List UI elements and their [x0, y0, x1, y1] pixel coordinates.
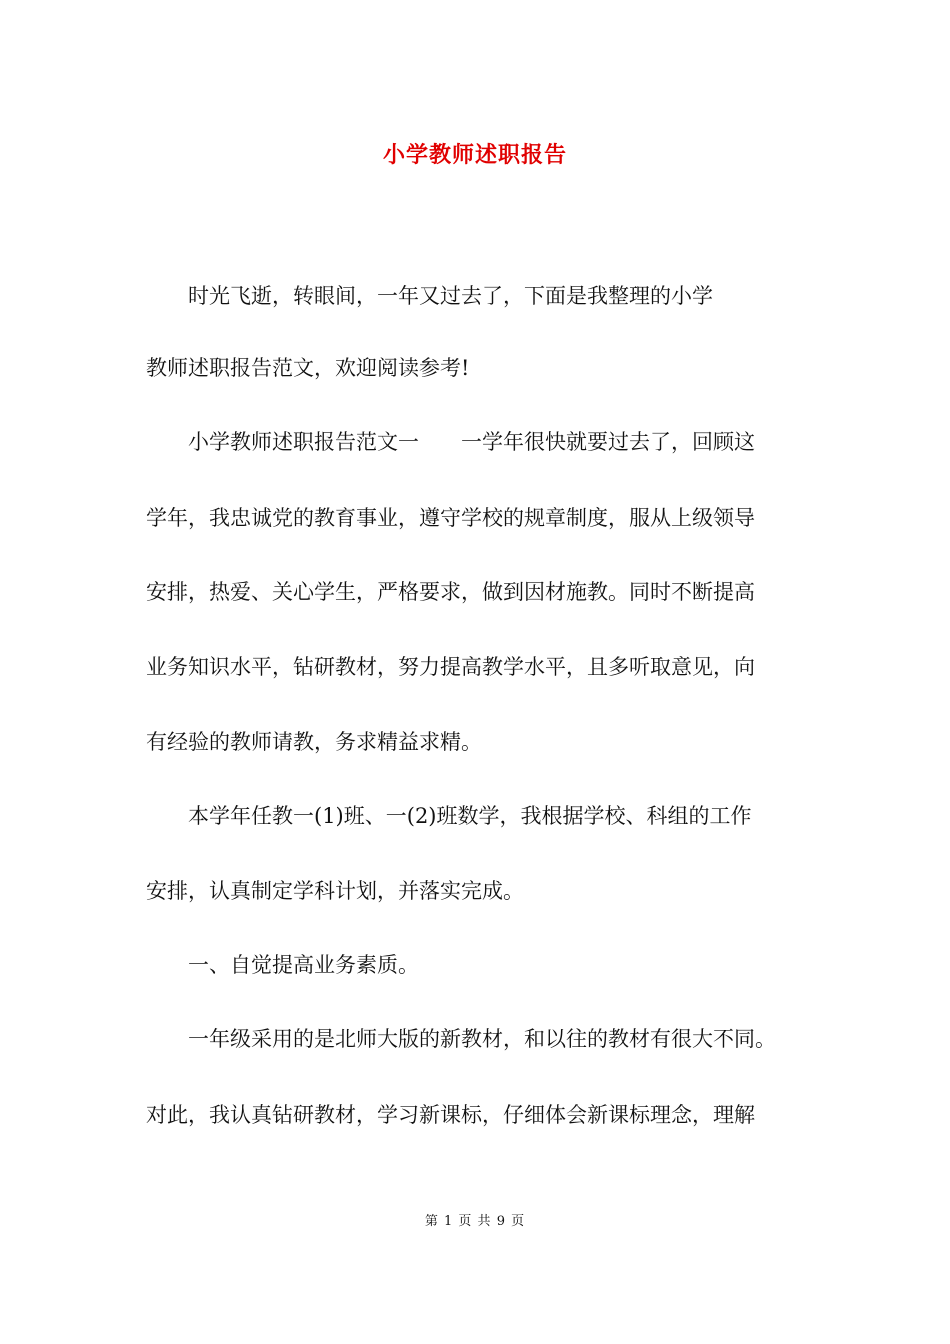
paragraph-line: 业务知识水平，钻研教材，努力提高教学水平，且多听取意见，向	[146, 655, 755, 679]
paragraph-line: 小学教师述职报告范文一 一学年很快就要过去了，回顾这	[146, 430, 755, 454]
paragraph-line: 本学年任教一(1)班、一(2)班数学，我根据学校、科组的工作	[146, 804, 752, 828]
paragraph-line: 有经验的教师请教，务求精益求精。	[146, 730, 482, 754]
paragraph-line: 安排，认真制定学科计划，并落实完成。	[146, 879, 524, 903]
paragraph-line: 教师述职报告范文，欢迎阅读参考!	[146, 356, 470, 380]
paragraph-line: 一年级采用的是北师大版的新教材，和以往的教材有很大不同。	[146, 1027, 776, 1051]
paragraph-line: 时光飞逝，转眼间，一年又过去了，下面是我整理的小学	[146, 284, 713, 308]
paragraph-line: 对此，我认真钻研教材，学习新课标，仔细体会新课标理念，理解	[146, 1103, 755, 1127]
paragraph-line: 学年，我忠诚党的教育事业，遵守学校的规章制度，服从上级领导	[146, 506, 755, 530]
paragraph-line: 安排，热爱、关心学生，严格要求，做到因材施教。同时不断提高	[146, 580, 755, 604]
paragraph-line: 一、自觉提高业务素质。	[146, 953, 419, 977]
page-footer: 第 1 页 共 9 页	[424, 1214, 526, 1229]
document-title: 小学教师述职报告	[382, 142, 567, 168]
